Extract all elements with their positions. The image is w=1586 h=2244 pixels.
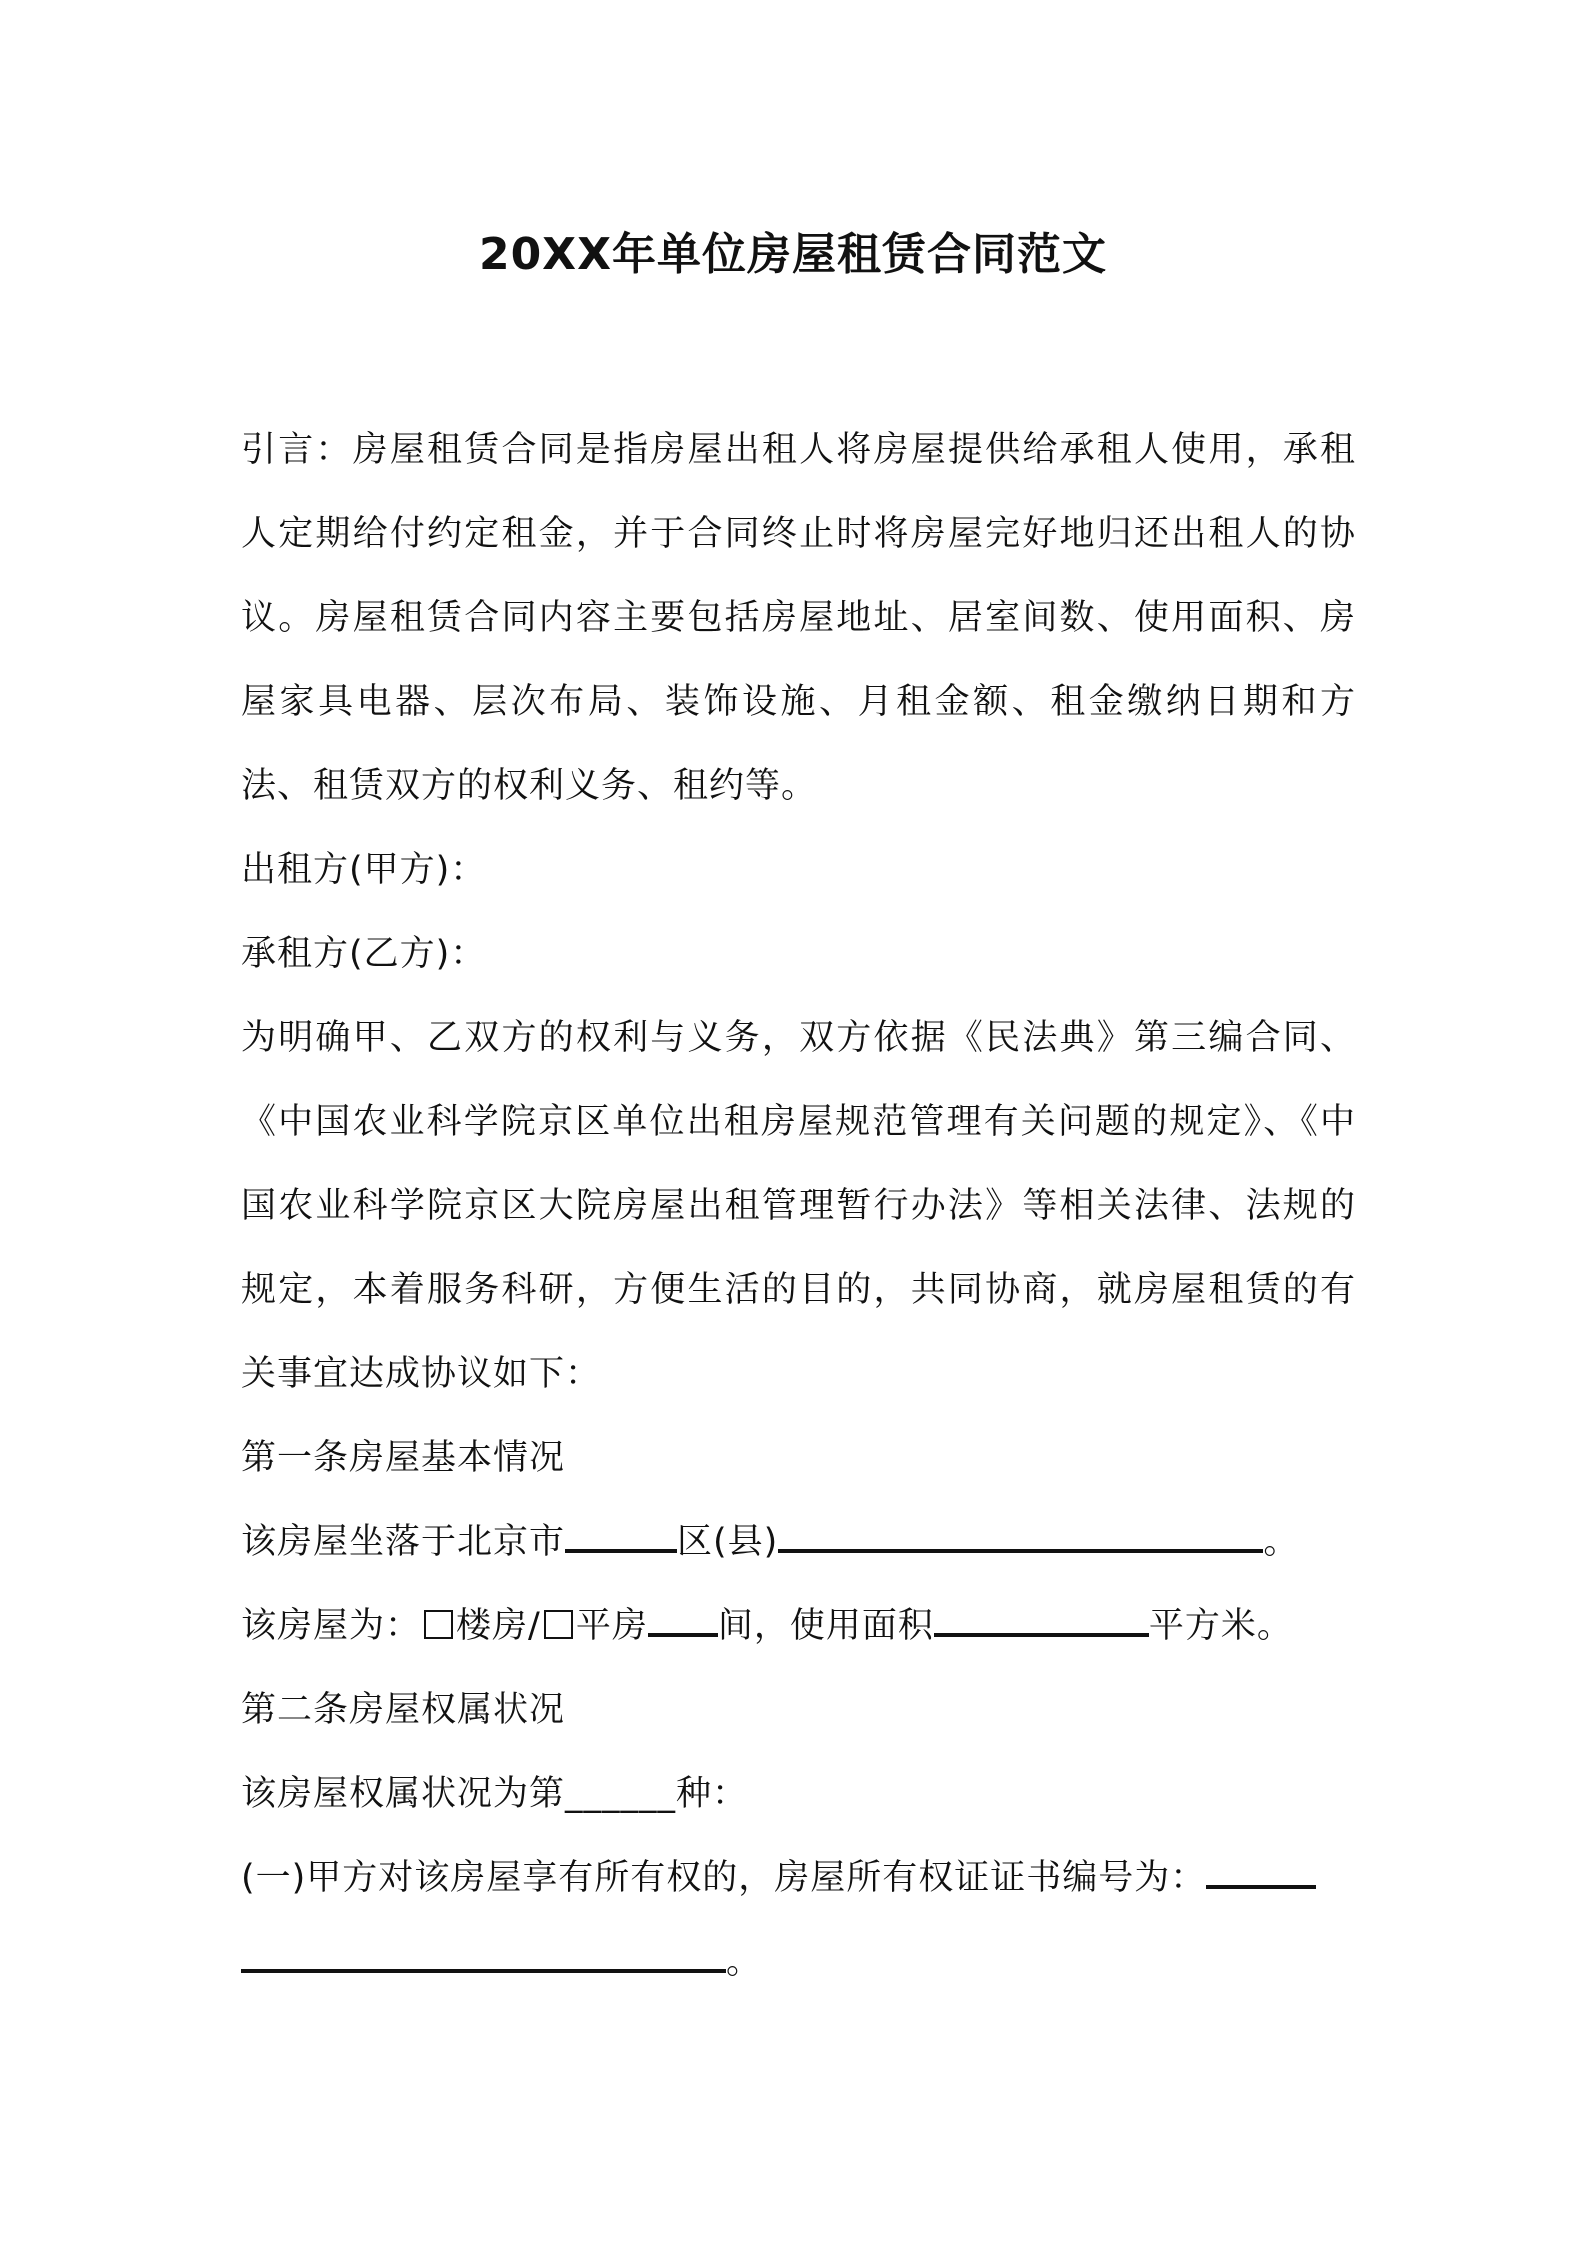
certificate-blank-1: [1206, 1855, 1316, 1889]
preamble-paragraph: 为明确甲、乙双方的权利与义务，双方依据《民法典》第三编合同、《中国农业科学院京区单位出租房屋规范管理有关问题的规定》、《中国农业科学院京区大院房屋出租管理暂行办法》等相关法律、法规的规定，本着服务科研，方便生活的目的，共同协商，就房屋租赁的有关事宜达成协议如下：: [241, 1018, 1356, 1394]
building-option: 楼房/: [456, 1606, 541, 1646]
clause1-continuation: [241, 1920, 1356, 2004]
type-prefix: 该房屋为：: [241, 1606, 422, 1646]
address-blank: [778, 1519, 1263, 1553]
clause1-text: (一)甲方对该房屋享有所有权的，房屋所有权证证书编号为：: [241, 1858, 1207, 1898]
document-title: 20XX年单位房屋租赁合同范文: [478, 229, 1108, 280]
clause1-end: 。: [726, 1942, 763, 1982]
lessee-line: 承租方(乙方)：: [241, 934, 487, 974]
district-blank: [565, 1519, 677, 1553]
house-type-line: [241, 1584, 1356, 1668]
rooms-label: 间，使用面积: [717, 1606, 934, 1646]
ownership-line: 该房屋权属状况为第______种：: [241, 1774, 749, 1814]
building-checkbox: [424, 1610, 453, 1639]
district-label: 区(县): [677, 1522, 779, 1562]
article2-heading: 第二条房屋权属状况: [241, 1690, 566, 1730]
clause1-line: [241, 1836, 1356, 1920]
location-prefix: 该房屋坐落于北京市: [241, 1522, 566, 1562]
area-unit: 平方米。: [1148, 1606, 1293, 1646]
article1-heading: 第一条房屋基本情况: [241, 1438, 566, 1478]
location-line: [241, 1500, 1356, 1584]
bungalow-option: 平房: [575, 1606, 648, 1646]
lessor-line: 出租方(甲方)：: [241, 850, 487, 890]
bungalow-checkbox: [544, 1610, 573, 1639]
area-blank: [934, 1603, 1149, 1637]
rooms-blank: [648, 1603, 718, 1637]
location-end: 。: [1263, 1522, 1300, 1562]
document-body: [241, 408, 1356, 2004]
intro-paragraph: 引言：房屋租赁合同是指房屋出租人将房屋提供给承租人使用，承租人定期给付约定租金，并于合同终止时将房屋完好地归还出租人的协议。房屋租赁合同内容主要包括房屋地址、居室间数、使用面积、房屋家具电器、层次布局、装饰设施、月租金额、租金缴纳日期和方法、租赁双方的权利义务、租约等。: [241, 430, 1356, 806]
certificate-blank-2: [241, 1939, 726, 1973]
